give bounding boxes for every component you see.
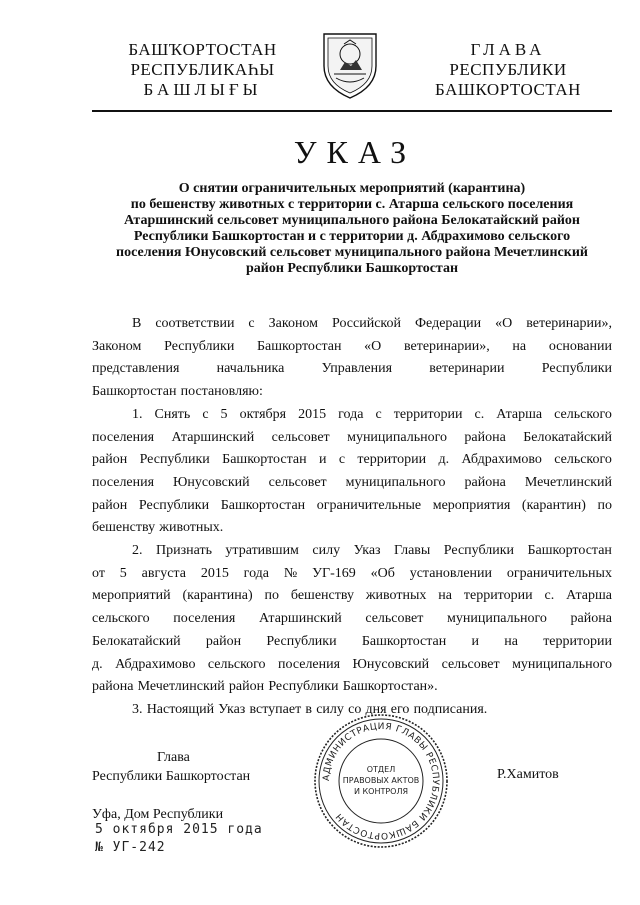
body-word: его bbox=[390, 701, 410, 717]
header-right-block bbox=[418, 40, 598, 100]
body-word: года bbox=[243, 565, 269, 581]
body-word: утратившим bbox=[225, 543, 299, 559]
body-word: 2015 bbox=[298, 406, 327, 422]
body-word: бешенству bbox=[290, 588, 354, 604]
body-word: Мечетлинский bbox=[524, 474, 612, 490]
decree-number: № УГ-242 bbox=[95, 840, 166, 855]
body-word: Абдрахимово bbox=[461, 452, 542, 468]
body-word: и bbox=[471, 633, 479, 649]
body-word: Мечетлинский bbox=[137, 679, 225, 695]
body-word: дня bbox=[365, 701, 387, 717]
body-word: года bbox=[338, 406, 364, 422]
body-word: по bbox=[264, 588, 280, 604]
body-word: мероприятия bbox=[432, 497, 511, 513]
body-word: д. bbox=[92, 656, 103, 672]
signatory-title bbox=[92, 748, 250, 786]
body-line bbox=[92, 495, 612, 518]
body-word: Башкортостан». bbox=[342, 679, 438, 695]
body-word: сельского bbox=[92, 611, 150, 627]
body-word: Указ bbox=[353, 543, 381, 559]
body-word: ветеринарии», bbox=[403, 338, 490, 354]
body-word: территории bbox=[463, 588, 533, 604]
body-word: ветеринарии», bbox=[526, 316, 612, 331]
body-word: по bbox=[597, 497, 612, 513]
body-line bbox=[92, 449, 612, 472]
body-word: силу bbox=[312, 543, 341, 559]
header-right-line: РЕСПУБЛИКИ bbox=[449, 60, 567, 79]
body-word: Указ bbox=[218, 701, 246, 717]
body-word: соответствии bbox=[155, 316, 235, 331]
body-word: Юнусовский bbox=[173, 474, 250, 490]
body-word: 5 bbox=[119, 565, 127, 581]
body-word: животных. bbox=[159, 520, 224, 536]
body-line bbox=[92, 313, 612, 336]
body-word: с bbox=[202, 406, 209, 422]
seal-center-line: ОТДЕЛ bbox=[366, 765, 396, 774]
issue-place: Уфа, Дом Республики bbox=[92, 807, 224, 822]
body-word: в bbox=[305, 701, 313, 717]
body-word: территории bbox=[393, 406, 463, 422]
subject-line: О снятии ограничительных мероприятий (карантина) bbox=[178, 181, 526, 196]
body-line bbox=[92, 381, 612, 404]
body-word: августа bbox=[141, 565, 186, 581]
body-word: Белокатайский bbox=[523, 429, 612, 445]
body-word: вступает bbox=[249, 701, 302, 717]
header-right-line: БАШКОРТОСТАН bbox=[435, 80, 581, 99]
body-word: Республики bbox=[443, 543, 515, 559]
body-word: Российской bbox=[332, 316, 402, 331]
seal-ring-text: АДМИНИСТРАЦИЯ ГЛАВЫ РЕСПУБЛИКИ БАШКОРТОСТАН bbox=[321, 721, 441, 841]
body-line bbox=[92, 336, 612, 359]
body-word: район bbox=[92, 452, 128, 468]
body-word: Снять bbox=[154, 406, 191, 422]
subject-line: по бешенству животных с территории с. Атарша сельского поселения bbox=[130, 197, 574, 212]
body-line bbox=[92, 472, 612, 495]
body-word: Атаршинский bbox=[259, 611, 342, 627]
body-line bbox=[92, 563, 612, 586]
body-word: Башкортостан bbox=[92, 384, 177, 400]
body-word: муниципального bbox=[345, 474, 446, 490]
body-word: муниципального bbox=[446, 611, 547, 627]
header-right-line: ГЛАВА bbox=[470, 40, 546, 59]
body-word: района bbox=[464, 429, 506, 445]
body-word: сельсовет bbox=[441, 656, 500, 672]
body-word: Признать bbox=[155, 543, 212, 559]
body-word: район bbox=[92, 497, 128, 513]
body-word: Башкортостан bbox=[220, 497, 306, 513]
body-word: (карантина) bbox=[182, 588, 253, 604]
body-word: представления bbox=[92, 361, 180, 377]
body-word: Башкортостан bbox=[257, 338, 342, 354]
body-word: район bbox=[205, 633, 242, 649]
body-word: начальника bbox=[216, 361, 285, 377]
header-left-line: БАШҠОРТОСТАН bbox=[128, 40, 277, 59]
body-line bbox=[92, 631, 612, 654]
header-left-line: РЕСПУБЛИКАҺЫ bbox=[130, 60, 275, 79]
body-word: с. bbox=[474, 406, 485, 422]
body-word: района bbox=[570, 611, 612, 627]
body-word: ветеринарии bbox=[429, 361, 505, 377]
body-word: Республики bbox=[138, 497, 210, 513]
body-word: 2015 bbox=[200, 565, 229, 581]
body-word: и bbox=[318, 452, 327, 468]
body-line bbox=[92, 676, 612, 699]
body-word: постановляю: bbox=[180, 384, 263, 400]
body-word: территории bbox=[543, 633, 612, 649]
body-word: территории bbox=[357, 452, 427, 468]
body-word: Управления bbox=[321, 361, 393, 377]
body-word: основании bbox=[548, 338, 612, 354]
body-word: поселения bbox=[173, 611, 236, 627]
body-word: муниципального bbox=[512, 656, 612, 672]
body-word: Атарша bbox=[496, 406, 543, 422]
body-word: Республики bbox=[266, 633, 337, 649]
body-word: Абдрахимово bbox=[115, 656, 196, 672]
body-word: ограничительные bbox=[316, 497, 422, 513]
header-left-block bbox=[110, 40, 295, 100]
body-word: с. bbox=[544, 588, 555, 604]
seal-center-line: ПРАВОВЫХ АКТОВ bbox=[342, 776, 420, 785]
body-line bbox=[92, 654, 612, 677]
body-word: от bbox=[92, 565, 105, 581]
body-word: на bbox=[504, 633, 518, 649]
body-word: «Об bbox=[370, 565, 395, 581]
body-word: В bbox=[132, 316, 142, 331]
body-word: Законом bbox=[268, 316, 319, 331]
body-line bbox=[92, 404, 612, 427]
body-word: мероприятий bbox=[92, 588, 171, 604]
subject-line: Атаршинский сельсовет муниципального района Белокатайский район bbox=[124, 213, 580, 228]
body-line bbox=[92, 358, 612, 381]
body-word: подписания. bbox=[413, 701, 488, 717]
body-word: «О bbox=[364, 338, 382, 354]
body-word: Республики bbox=[268, 679, 339, 695]
body-word: сельского bbox=[554, 406, 612, 422]
body-word: поселения bbox=[92, 429, 155, 445]
body-word: Башкортостан bbox=[361, 633, 447, 649]
body-word: 3. bbox=[132, 701, 143, 717]
body-word: Республики bbox=[139, 452, 210, 468]
registration-stamp bbox=[95, 821, 263, 857]
body-word: Законом bbox=[92, 338, 142, 354]
body-word: Белокатайский bbox=[92, 633, 181, 649]
body-word: № bbox=[283, 565, 298, 581]
body-word: с bbox=[248, 316, 255, 331]
body-word: Республики bbox=[164, 338, 235, 354]
body-word: Главы bbox=[394, 543, 431, 559]
body-word: Атарша bbox=[566, 588, 612, 604]
header-divider bbox=[92, 110, 612, 112]
body-word: Юнусовский bbox=[352, 656, 430, 672]
signatory-title-line: Глава bbox=[157, 750, 190, 765]
seal-center-line: И КОНТРОЛЯ bbox=[353, 787, 409, 796]
body-word: со bbox=[348, 701, 362, 717]
body-word: район bbox=[228, 679, 265, 695]
body-word: Федерации bbox=[415, 316, 482, 331]
subject-line: Республики Башкортостан и с территории д. Абдрахимово сельского bbox=[133, 229, 571, 244]
body-word: бешенству bbox=[92, 520, 156, 536]
body-word: Настоящий bbox=[146, 701, 215, 717]
body-line bbox=[92, 517, 612, 540]
body-line bbox=[92, 540, 612, 563]
signatory-name: Р.Хамитов bbox=[497, 767, 559, 782]
official-seal bbox=[312, 713, 450, 849]
body-word: на bbox=[512, 338, 527, 354]
body-word: силу bbox=[316, 701, 344, 717]
coat-of-arms-emblem bbox=[318, 30, 382, 100]
signatory-title-line: Республики Башкортостан bbox=[92, 769, 251, 784]
body-line bbox=[92, 427, 612, 450]
body-word: ограничительных bbox=[506, 565, 612, 581]
body-word: 2. bbox=[132, 543, 143, 559]
subject-line: район Республики Башкортостан bbox=[245, 261, 459, 276]
body-word: с bbox=[375, 406, 382, 422]
subject-line: поселения Юнусовский сельсовет муниципального района Мечетлинский bbox=[116, 245, 588, 260]
body-word: установлении bbox=[409, 565, 493, 581]
body-word: сельского bbox=[207, 656, 266, 672]
body-word: УГ-169 bbox=[312, 565, 356, 581]
body-line bbox=[92, 608, 612, 631]
body-word: муниципального bbox=[347, 429, 447, 445]
body-word: района bbox=[464, 474, 506, 490]
body-word: сельского bbox=[554, 452, 612, 468]
body-word: сельсовет bbox=[365, 611, 424, 627]
body-word: поселения bbox=[278, 656, 341, 672]
body-word: 1. bbox=[132, 406, 143, 422]
issue-date: 5 октября 2015 года bbox=[95, 822, 263, 837]
body-word: Республики bbox=[541, 361, 612, 377]
body-word: октября bbox=[239, 406, 287, 422]
body-word: с bbox=[338, 452, 346, 468]
document-title: УКАЗ bbox=[293, 134, 417, 170]
body-word: Башкортостан bbox=[222, 452, 307, 468]
body-word: 5 bbox=[220, 406, 228, 422]
body-word: на bbox=[438, 588, 452, 604]
decree-body bbox=[92, 313, 612, 722]
body-word: сельсовет bbox=[268, 474, 327, 490]
body-word: сельсовет bbox=[271, 429, 330, 445]
header-left-line: БАШЛЫҒЫ bbox=[143, 80, 262, 99]
body-word: (карантин) bbox=[521, 497, 586, 513]
decree-subject bbox=[92, 181, 612, 277]
body-word: района bbox=[92, 679, 134, 695]
body-word: «О bbox=[495, 316, 513, 331]
body-word: Башкортостан bbox=[527, 543, 612, 559]
body-word: д. bbox=[438, 452, 450, 468]
body-line bbox=[92, 585, 612, 608]
body-word: поселения bbox=[92, 474, 155, 490]
body-word: Атаршинский bbox=[171, 429, 255, 445]
body-word: животных bbox=[365, 588, 427, 604]
